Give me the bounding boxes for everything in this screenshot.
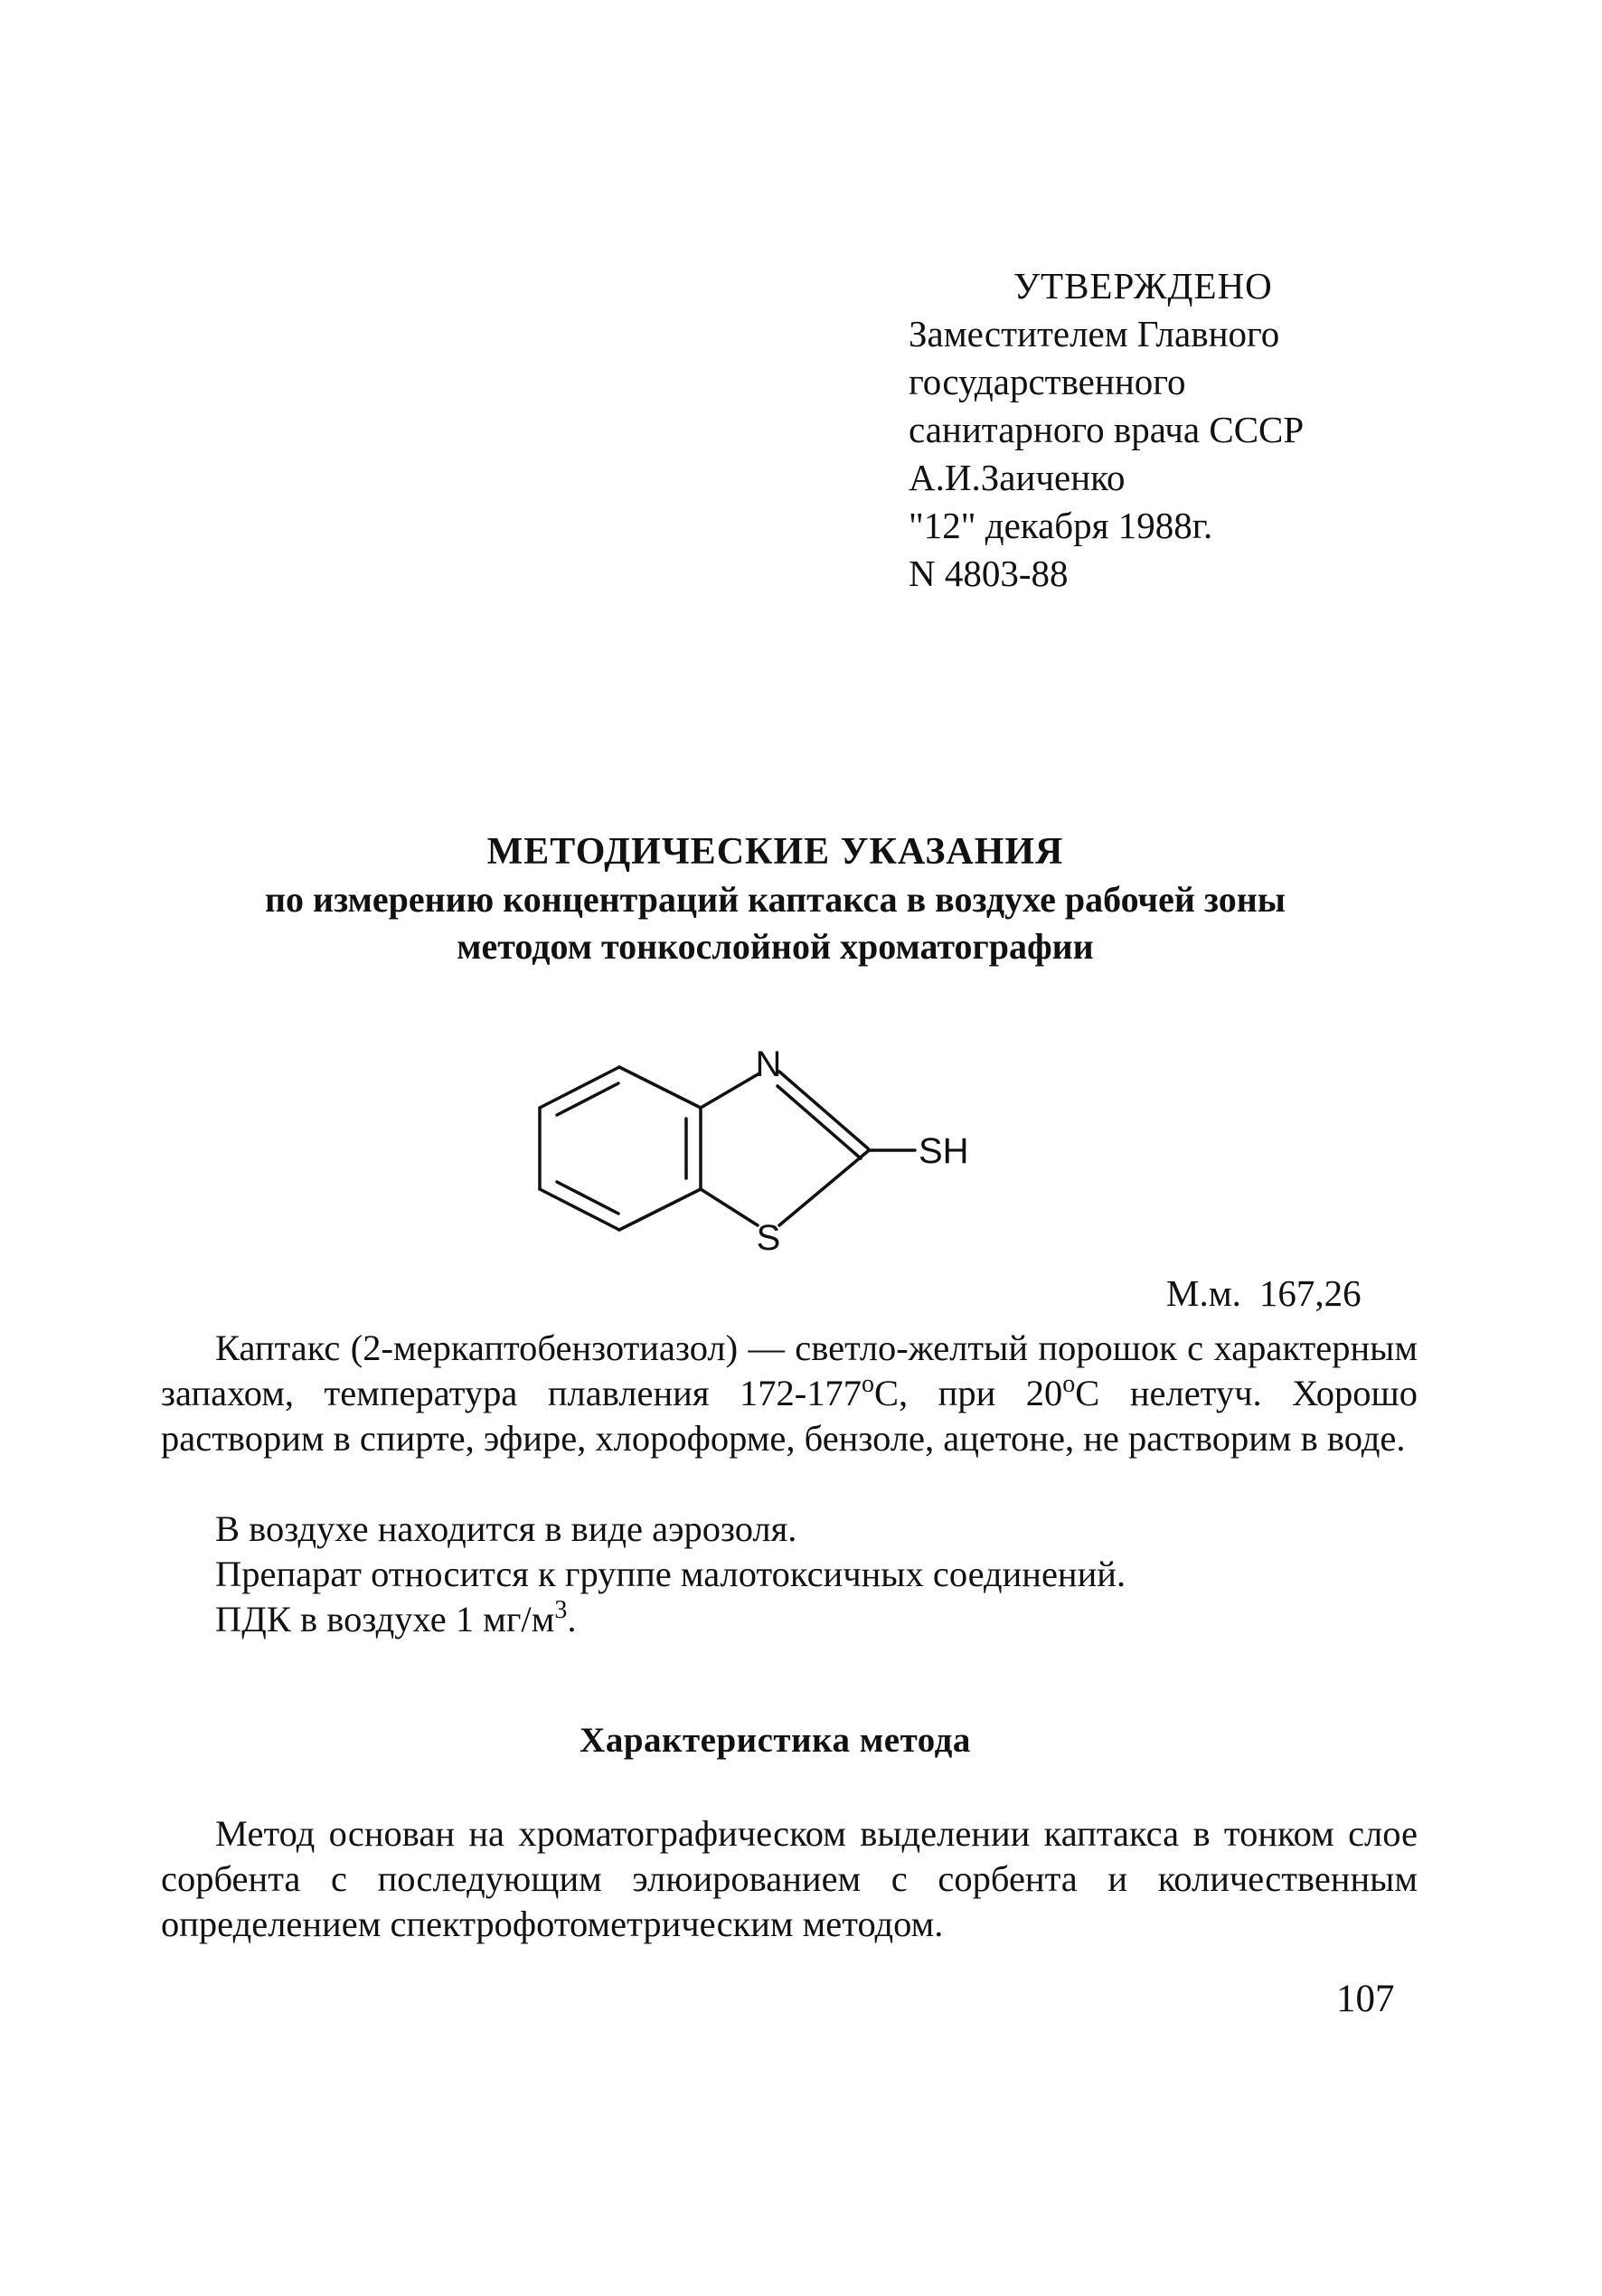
pdk-text: ПДК в воздухе 1 мг/м <box>215 1599 555 1639</box>
double-bond-line <box>557 1182 618 1214</box>
approval-heading: УТВЕРЖДЕНО <box>1013 265 1273 307</box>
bond-line <box>701 1189 758 1225</box>
approval-line: государственного <box>909 361 1186 402</box>
title-subtitle-line-1: по измерению концентраций каптакса в воздухе рабочей зоны <box>264 879 1286 920</box>
degree-mark: о <box>1062 1370 1076 1398</box>
molecular-weight <box>1166 1270 1362 1317</box>
document-title <box>136 827 1415 970</box>
paragraph-toxicity: Препарат относится к группе малотоксичных соединений. <box>215 1554 1126 1594</box>
paragraph-aerosol: В воздухе находится в виде аэрозоля. <box>215 1508 797 1549</box>
double-bond-line <box>777 1086 861 1158</box>
title-main: МЕТОДИЧЕСКИЕ УКАЗАНИЯ <box>486 831 1064 873</box>
approval-line: Заместителем Главного <box>909 313 1280 354</box>
approval-line: А.И.Заиченко <box>909 457 1126 498</box>
bond-line <box>619 1067 701 1108</box>
paragraph-description <box>161 1326 1418 1461</box>
paragraph-text: Каптакс (2-меркаптобензотиазол) — светло-желтый порошок с характерным запахом, температура плавления 172-177 <box>161 1328 1418 1413</box>
chemical-structure-diagram <box>506 1035 1085 1275</box>
bond-line <box>619 1189 701 1230</box>
paragraph-text: С, при 20 <box>874 1373 1063 1413</box>
superscript-three: 3 <box>554 1596 568 1624</box>
atom-label-n: N <box>755 1044 782 1084</box>
bond-line <box>779 1072 868 1148</box>
approval-block <box>909 262 1541 598</box>
bond-line <box>701 1073 759 1108</box>
degree-mark: о <box>862 1370 874 1398</box>
pdk-period: . <box>567 1599 577 1639</box>
approval-number: N 4803-88 <box>909 553 1069 594</box>
paragraph-text: С нелетуч. Хорошо растворим в спирте, эфире, хлороформе, бензоле, ацетоне, не растворим в воде. <box>161 1373 1418 1459</box>
molecular-weight-label: М.м. <box>1166 1272 1241 1314</box>
group-label-sh: SH <box>919 1131 969 1171</box>
approval-date: "12" декабря 1988г. <box>909 505 1213 546</box>
section-heading: Характеристика метода <box>580 1721 971 1760</box>
bond-line <box>779 1151 868 1225</box>
double-bond-line <box>557 1083 618 1115</box>
approval-line: санитарного врача СССР <box>909 409 1305 450</box>
molecular-weight-value: 167,26 <box>1258 1272 1362 1314</box>
title-subtitle-line-2: методом тонкослойной хроматографии <box>457 926 1094 967</box>
atom-label-s: S <box>756 1218 781 1258</box>
page-number: 107 <box>1336 1978 1395 2020</box>
paragraph-pdk <box>215 1597 576 1642</box>
paragraph-method: Метод основан на хроматографическом выделении каптакса в тонком слое сорбента с последующим элюированием с сорбента и количественным определением спектрофотометрическим методом. <box>161 1813 1418 1944</box>
